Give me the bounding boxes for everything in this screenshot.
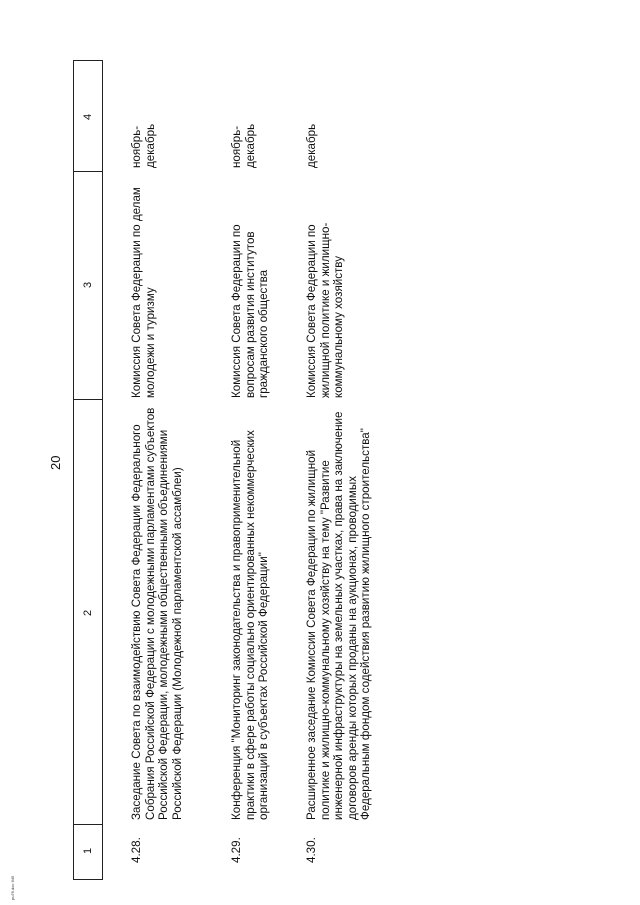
column-number-1: 1 xyxy=(82,847,94,854)
column-divider xyxy=(73,879,102,880)
column-number-4: 4 xyxy=(82,113,94,120)
row-number: 4.29. xyxy=(230,837,243,863)
plan-table xyxy=(73,60,633,880)
header-bottom-line xyxy=(102,60,103,880)
responsible-body: Комиссия Совета Федерации по вопросам развития институтов гражданского общества xyxy=(230,224,271,398)
deadline: декабрь xyxy=(305,123,318,168)
event-description: Заседание Совета по взаимодействию Совета Федерации Федерального Собрания Российской Федерации с молодежными парламентами субъектов Российской Федерации, молодежными общественными объединениями Российской Федерации (Молодежной парламентской ассамблеи) xyxy=(130,407,184,820)
responsible-body: Комиссия Совета Федерации по жилищной политике и жилищно-коммунальному хозяйству xyxy=(305,222,346,398)
column-divider xyxy=(73,171,102,172)
header-top-line xyxy=(73,60,74,880)
file-footer: pu76.doc 645 xyxy=(10,875,15,900)
page-number: 20 xyxy=(48,455,63,470)
deadline: ноябрь-декабрь xyxy=(230,123,257,168)
deadline: ноябрь-декабрь xyxy=(130,123,157,168)
event-description: Конференция "Мониторинг законодательства и правоприменительной практики в сфере работы социально ориентированных некоммерческих организаций в субъектах Российской Федерации" xyxy=(230,430,271,820)
column-divider xyxy=(73,399,102,400)
event-description: Расширенное заседание Комиссии Совета Федерации по жилищной политике и жилищно-коммунальному хозяйству на тему "Развитие инженерной инфраструктуры на земельных участках, права на заключение договоров аренды которых проданы на аукционах, проводимых Федеральным фондом содействия развитию жилищного строительства" xyxy=(305,411,373,820)
column-divider xyxy=(73,824,102,825)
column-number-2: 2 xyxy=(82,609,94,616)
row-number: 4.30. xyxy=(305,837,318,863)
column-divider xyxy=(73,60,102,61)
column-number-3: 3 xyxy=(82,281,94,288)
row-number: 4.28. xyxy=(130,837,143,863)
responsible-body: Комиссия Совета Федерации по делам молодежи и туризму xyxy=(130,187,157,398)
